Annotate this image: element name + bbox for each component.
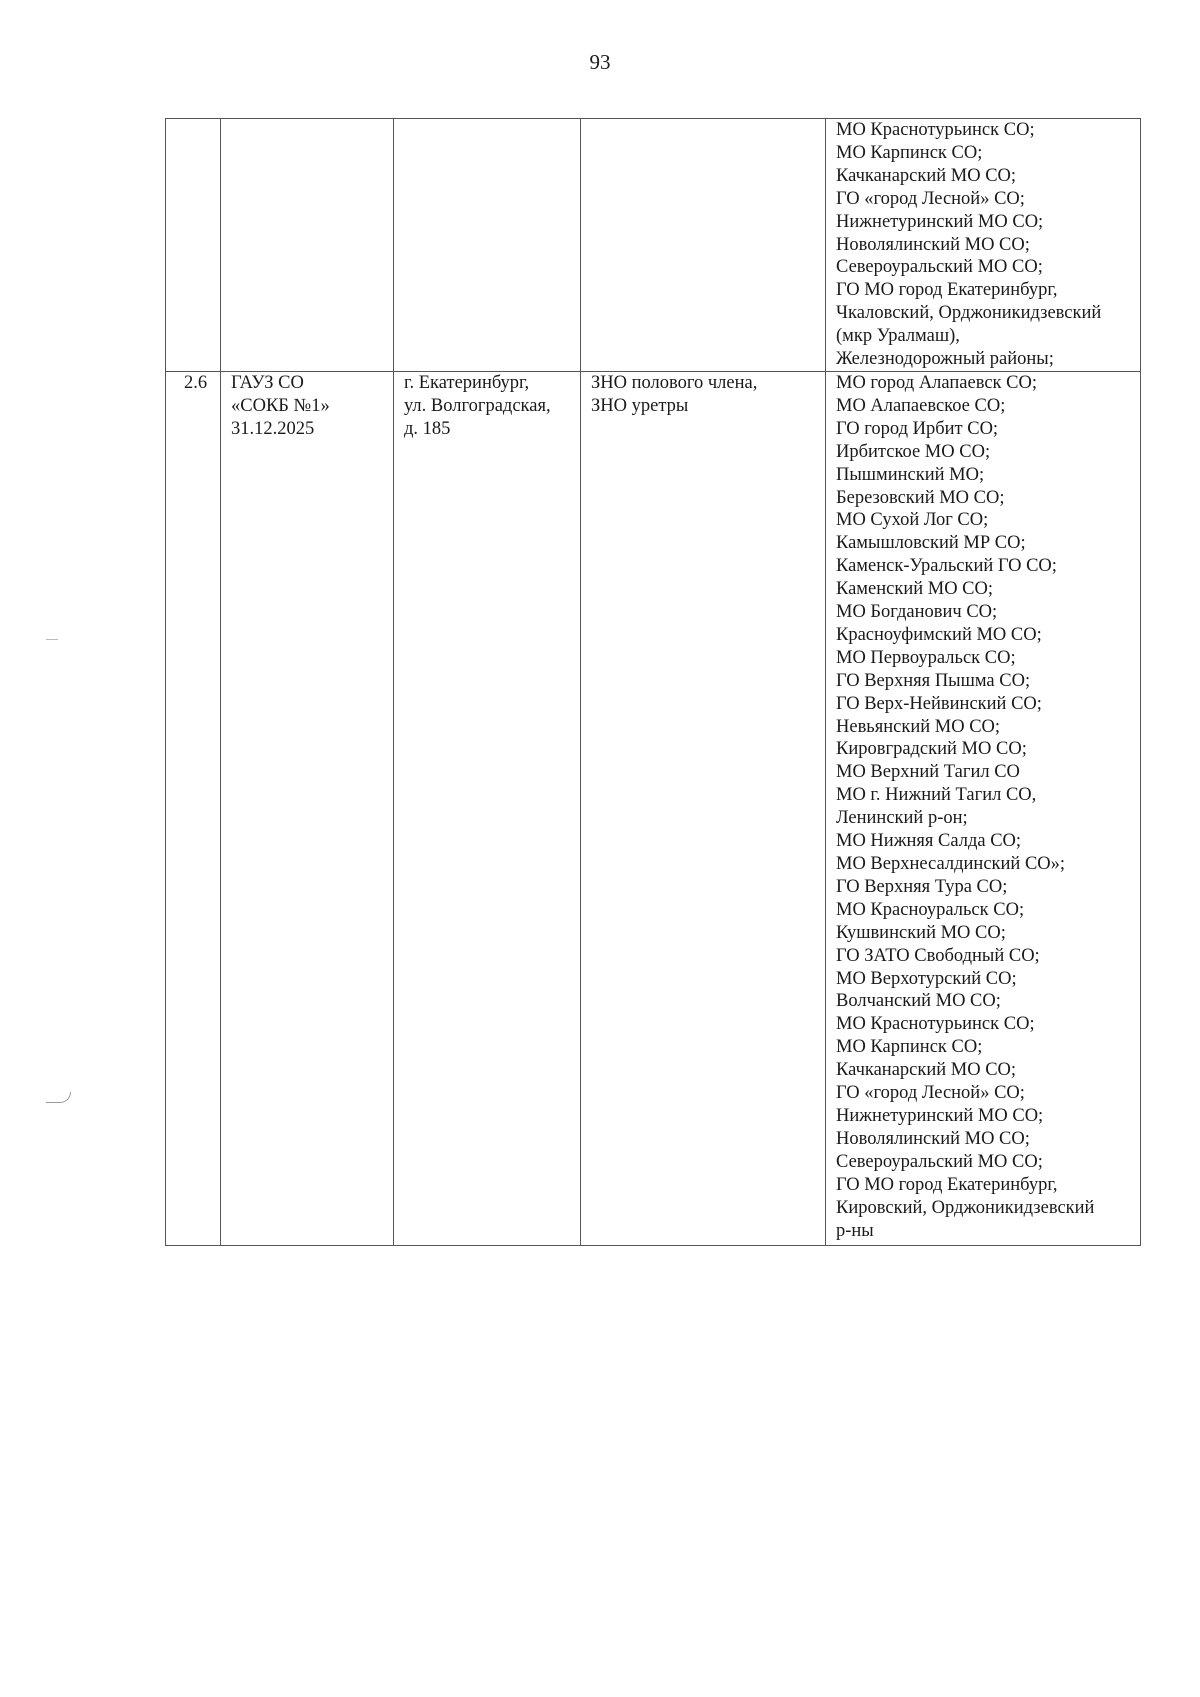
cell-line: Каменск-Уральский ГО СО; — [836, 556, 1057, 577]
cell-line: Ленинский р-он; — [836, 808, 968, 829]
cell-diagnosis — [581, 371, 826, 1245]
cell-line: МО г. Нижний Тагил СО, — [836, 785, 1037, 806]
cell-line: ГО МО город Екатеринбург, — [836, 1174, 1058, 1195]
cell-line: ГО «город Лесной» СО; — [836, 188, 1025, 209]
cell-line: МО Красноуральск СО; — [836, 899, 1025, 920]
cell-line: р-ны — [836, 1220, 874, 1241]
cell-line: Кировградский МО СО; — [836, 739, 1027, 760]
cell-line: ГО Верх-Нейвинский СО; — [836, 693, 1042, 714]
scan-artifact-dash — [46, 639, 58, 640]
cell-territories — [826, 119, 1141, 372]
cell-line: ГАУЗ СО — [231, 372, 304, 393]
cell-line: «СОКБ №1» — [231, 395, 330, 416]
table-row-continuation — [166, 119, 1141, 372]
cell-institution — [221, 371, 394, 1245]
cell-line: Новолялинский МО СО; — [836, 234, 1030, 255]
cell-line: ГО Верхняя Пышма СО; — [836, 670, 1031, 691]
cell-line: ЗНО полового члена, — [591, 372, 758, 393]
cell-line: Кушвинский МО СО; — [836, 922, 1006, 943]
cell-line: ул. Волгоградская, — [404, 395, 551, 416]
cell-line: Невьянский МО СО; — [836, 716, 1001, 737]
cell-line: Североуральский МО СО; — [836, 257, 1043, 278]
cell-line: ГО Верхняя Тура СО; — [836, 876, 1008, 897]
cell-line: Североуральский МО СО; — [836, 1151, 1043, 1172]
cell-line: Новолялинский МО СО; — [836, 1128, 1030, 1149]
cell-line: Нижнетуринский МО СО; — [836, 211, 1044, 232]
cell-line: Ирбитское МО СО; — [836, 441, 991, 462]
cell-line: Камышловский МР СО; — [836, 533, 1026, 554]
table-row-2-6 — [166, 371, 1141, 1245]
cell-territories — [826, 371, 1141, 1245]
cell-line: МО Карпинск СО; — [836, 1037, 983, 1058]
cell-line: МО Нижняя Салда СО; — [836, 831, 1022, 852]
cell-address — [394, 371, 581, 1245]
cell-number — [166, 119, 221, 372]
cell-line: ЗНО уретры — [591, 395, 689, 416]
cell-line: МО Богданович СО; — [836, 602, 998, 623]
cell-line: Чкаловский, Орджоникидзевский — [836, 303, 1102, 324]
page-number: 93 — [589, 50, 611, 74]
cell-line: г. Екатеринбург, — [404, 372, 530, 393]
cell-line: Кировский, Орджоникидзевский — [836, 1197, 1095, 1218]
cell-line: МО Первоуральск СО; — [836, 647, 1016, 668]
cell-line: ГО МО город Екатеринбург, — [836, 280, 1058, 301]
cell-line: МО Краснотурьинск СО; — [836, 1014, 1035, 1035]
cell-line: ГО «город Лесной» СО; — [836, 1083, 1025, 1104]
cell-number — [166, 371, 221, 1245]
cell-line: ГО город Ирбит СО; — [836, 418, 999, 439]
cell-line: 31.12.2025 — [231, 418, 315, 439]
cell-line: д. 185 — [404, 418, 451, 439]
cell-line: МО Верхотурский СО; — [836, 968, 1017, 989]
cell-line: Волчанский МО СО; — [836, 991, 1001, 1012]
cell-line: Нижнетуринский МО СО; — [836, 1105, 1044, 1126]
cell-line: МО Верхний Тагил СО — [836, 762, 1020, 783]
cell-line: Железнодорожный районы; — [836, 349, 1054, 370]
cell-line: Красноуфимский МО СО; — [836, 624, 1042, 645]
cell-line: МО Алапаевское СО; — [836, 395, 1006, 416]
cell-line: МО Карпинск СО; — [836, 142, 983, 163]
cell-line: МО Краснотурьинск СО; — [836, 120, 1035, 140]
scan-artifact-curve — [46, 1092, 71, 1103]
cell-line: (мкр Уралмаш), — [836, 326, 960, 347]
cell-address — [394, 119, 581, 372]
allocation-table — [165, 118, 1141, 1246]
cell-line: Качканарский МО СО; — [836, 1060, 1017, 1081]
table-body — [166, 119, 1141, 1246]
cell-line: ГО ЗАТО Свободный СО; — [836, 945, 1040, 966]
cell-institution — [221, 119, 394, 372]
cell-line: МО Сухой Лог СО; — [836, 510, 989, 531]
cell-diagnosis — [581, 119, 826, 372]
cell-line: Каменский МО СО; — [836, 579, 994, 600]
cell-line: 2.6 — [184, 372, 208, 393]
cell-line: Качканарский МО СО; — [836, 165, 1017, 186]
cell-line: МО город Алапаевск СО; — [836, 372, 1037, 393]
cell-line: Пышминский МО; — [836, 464, 985, 485]
cell-line: МО Верхнесалдинский СО»; — [836, 854, 1066, 874]
cell-line: Березовский МО СО; — [836, 487, 1005, 508]
